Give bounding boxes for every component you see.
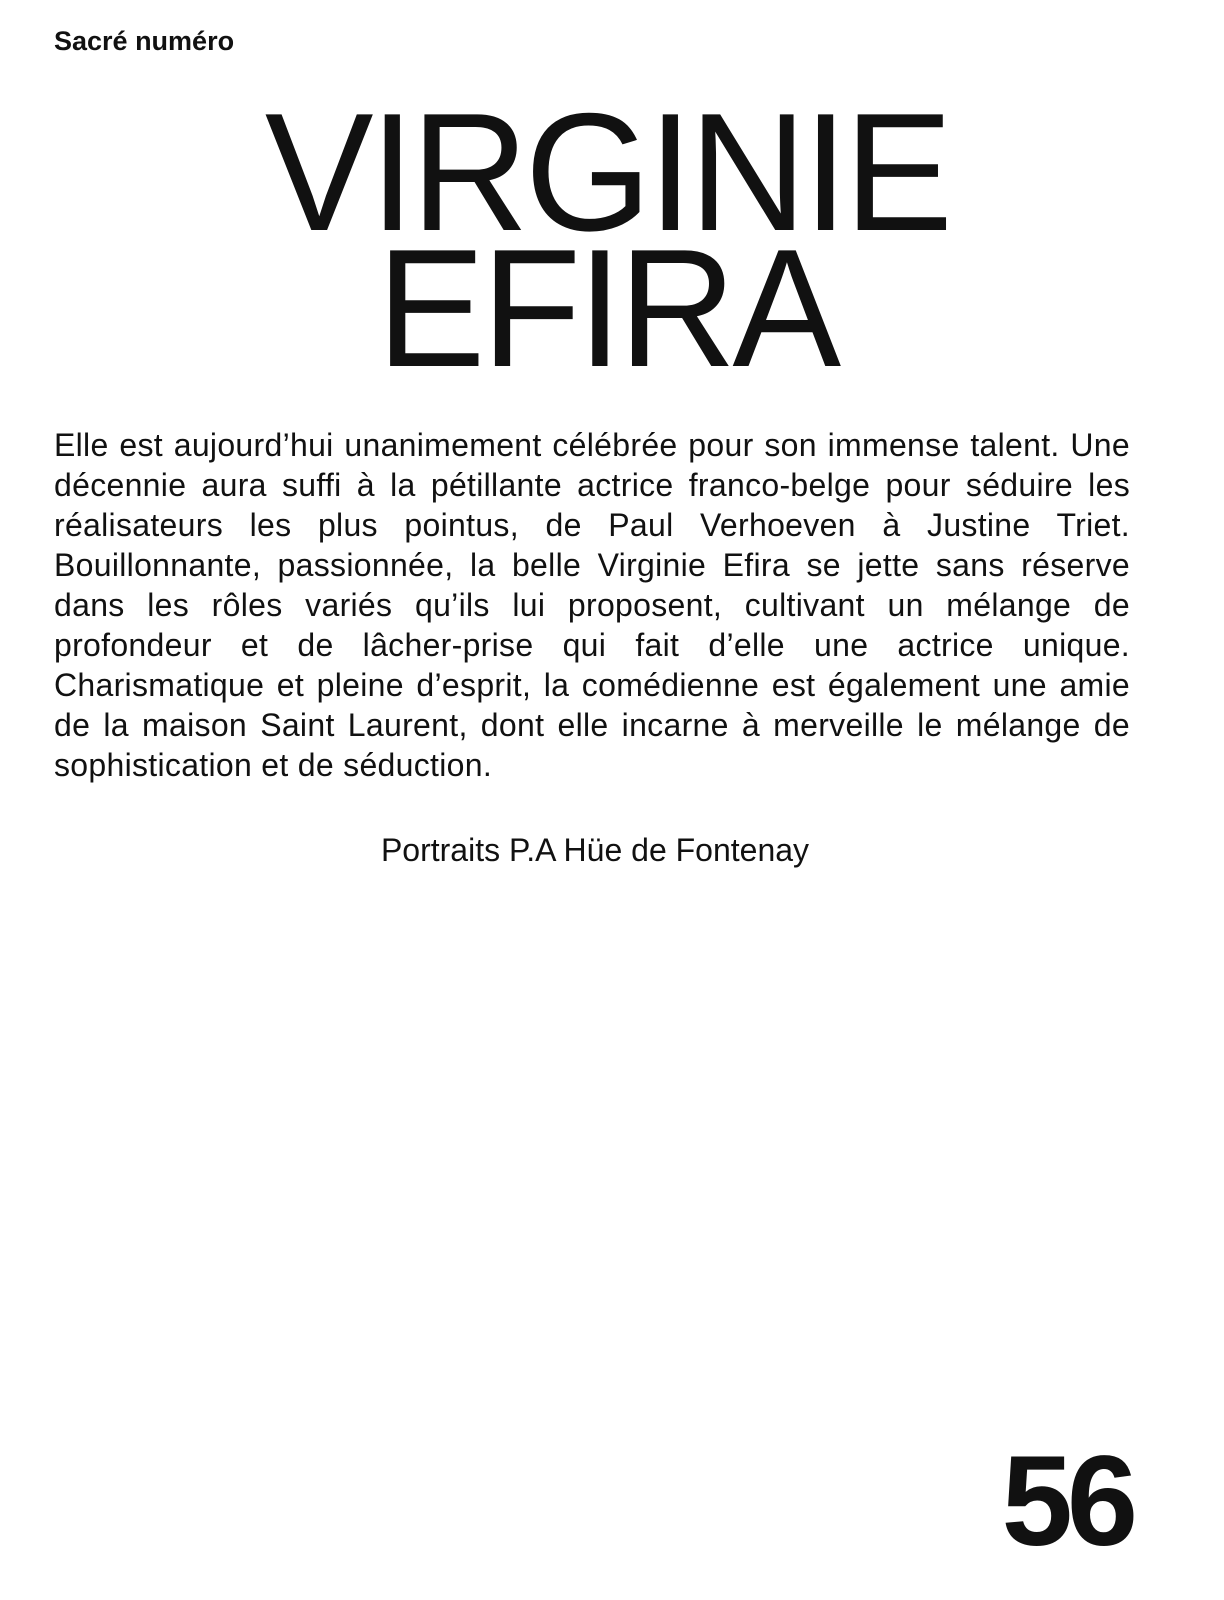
- section-header: Sacré numéro: [54, 26, 235, 56]
- article-body: Elle est aujourd’hui unanimement célébrée pour son immense talent. Une décennie aura suffi à la pétillante actrice franco-belge pour séduire les réalisateurs les plus pointus, de Paul Verhoeven à Justine Triet. Bouillonnante, passionnée, la belle Virginie Efira se jette sans réserve dans les rôles variés qu’ils lui proposent, cultivant un mélange de profondeur et de lâcher-prise qui fait d’elle une actrice unique. Charismatique et pleine d’esprit, la comédienne est également une amie de la maison Saint Laurent, dont elle incarne à merveille le mélange de sophistication et de séduction.: [54, 427, 1130, 783]
- page-number: 56: [1001, 1430, 1132, 1573]
- photo-credit: Portraits P.A Hüe de Fontenay: [380, 832, 810, 868]
- title-line-last-name: EFIRA: [376, 214, 838, 402]
- article-title: [0, 78, 1224, 402]
- title-line-first-name: VIRGINIE: [264, 78, 950, 266]
